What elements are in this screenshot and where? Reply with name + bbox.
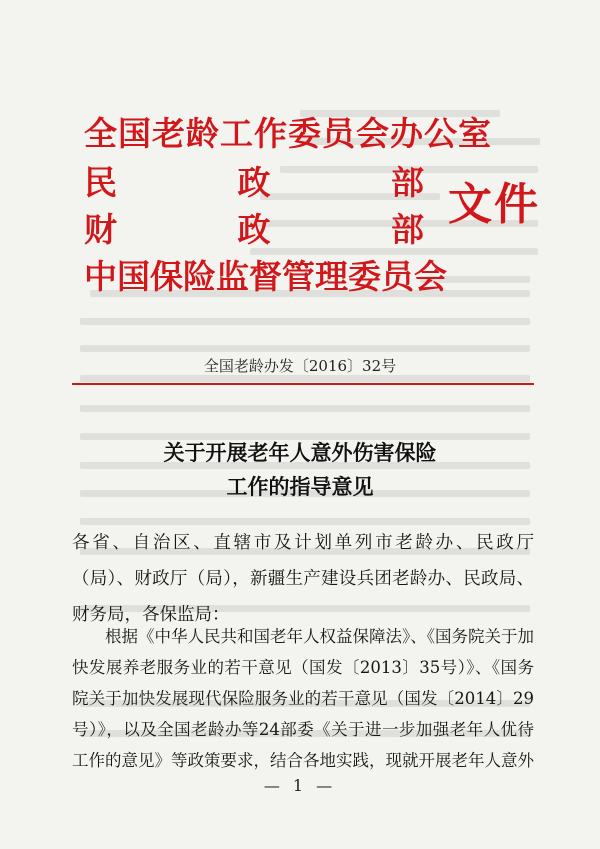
- file-label: 文件: [448, 179, 540, 230]
- addressees-paragraph: 各省、自治区、直辖市及计划单列市老龄办、民政厅（局）、财政厅（局），新疆生产建设兵团老龄办、民政局、财务局，各保监局：: [72, 533, 534, 625]
- issuing-org-finance: [84, 204, 424, 251]
- document-number: 全国老龄办发〔2016〕32号: [203, 357, 397, 375]
- issuing-org-elderly-committee: 全国老龄工作委员会办公室: [84, 114, 492, 153]
- org-char: 财: [84, 210, 117, 249]
- page-number: — 1 —: [263, 776, 337, 795]
- body-paragraph: 根据《中华人民共和国老年人权益保障法》、《国务院关于加快发展养老服务业的若干意见（国发〔2013〕35号）》、《国务院关于加快发展现代保险服务业的若干意见（国发〔2014〕29号）》，以及全国老龄办等24部委《关于进一步加强老年人优待工作的意见》等政策要求，结合各地实践，现就开展老年人意外: [72, 627, 534, 770]
- org-char: 部: [391, 163, 424, 202]
- org-char: 政: [237, 210, 271, 249]
- issuing-org-civil-affairs: [84, 157, 424, 204]
- red-divider-line: [72, 383, 534, 385]
- document-title-line-2: 工作的指导意见: [226, 474, 374, 499]
- org-char: 民: [84, 163, 117, 202]
- issuing-org-insurance-regulator: 中国保险监督管理委员会: [84, 257, 447, 296]
- document-title-line-1: 关于开展老年人意外伤害保险: [163, 440, 437, 465]
- org-char: 政: [237, 163, 271, 202]
- org-char: 部: [391, 210, 424, 249]
